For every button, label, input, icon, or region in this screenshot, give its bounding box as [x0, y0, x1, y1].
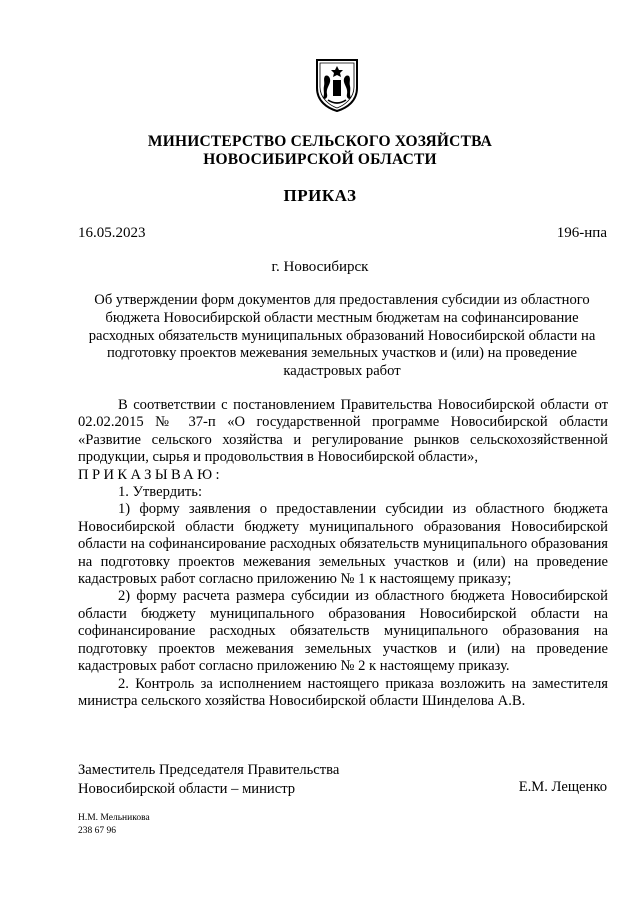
signer-position-line2: Новосибирской области – министр — [78, 780, 296, 797]
document-number: 196-нпа — [556, 225, 607, 241]
item-2: 2. Контроль за исполнением настоящего приказа возложить на заместителя министра сельского хозяйства Новосибирской области Шинделова А.В. — [78, 675, 608, 709]
document-body — [78, 397, 608, 710]
item-1-1: 1) форму заявления о предоставлении субсидии из областного бюджета Новосибирской области бюджету муниципального образования Новосибирской области на софинансирование расходных обязательств муниципального образования на подготовку проектов межевания земельных участков и (или) на проведение кадастровых работ согласно приложению № 1 к настоящему приказу; — [78, 501, 608, 588]
item-1: 1. Утвердить: — [118, 484, 203, 501]
signature-block — [78, 761, 339, 798]
executor-phone: 238 67 96 — [78, 826, 116, 836]
signer-name: Е.М. Лещенко — [518, 779, 607, 795]
coat-of-arms-icon — [314, 56, 360, 112]
document-type-title: ПРИКАЗ — [283, 186, 357, 205]
preamble-paragraph: В соответствии с постановлением Правительства Новосибирской области от 02.02.2015 № 37-п «О государственной программе Новосибирской области «Развитие сельского хозяйства и регулирование рынков сельскохозяйственной продукции, сырья и продовольствия в Новосибирской области», — [78, 397, 608, 466]
item-1-2: 2) форму расчета размера субсидии из областного бюджета Новосибирской области бюджету муниципального образования Новосибирской области на софинансирование расходных обязательств муниципального образования на подготовку проектов межевания земельных участков и (или) на проведение кадастровых работ согласно приложению № 2 к настоящему приказу. — [78, 588, 608, 675]
order-word: ПРИКАЗЫВАЮ: — [78, 466, 223, 483]
document-date: 16.05.2023 — [78, 225, 146, 241]
document-city: г. Новосибирск — [271, 259, 369, 275]
executor-block — [78, 812, 150, 838]
executor-name: Н.М. Мельникова — [78, 813, 150, 823]
signer-position-line1: Заместитель Председателя Правительства — [78, 762, 340, 778]
ministry-name-line1: МИНИСТЕРСТВО СЕЛЬСКОГО ХОЗЯЙСТВА — [147, 133, 493, 150]
ministry-name-line2: НОВОСИБИРСКОЙ ОБЛАСТИ — [203, 151, 437, 168]
document-subject: Об утверждении форм документов для предоставления субсидии из областного бюджета Новосибирской области местным бюджетам на софинансирование расходных обязательств муниципальных образований Новосибирской области на подготовку проектов межевания земельных участков и (или) на проведение кадастровых работ — [88, 292, 596, 380]
